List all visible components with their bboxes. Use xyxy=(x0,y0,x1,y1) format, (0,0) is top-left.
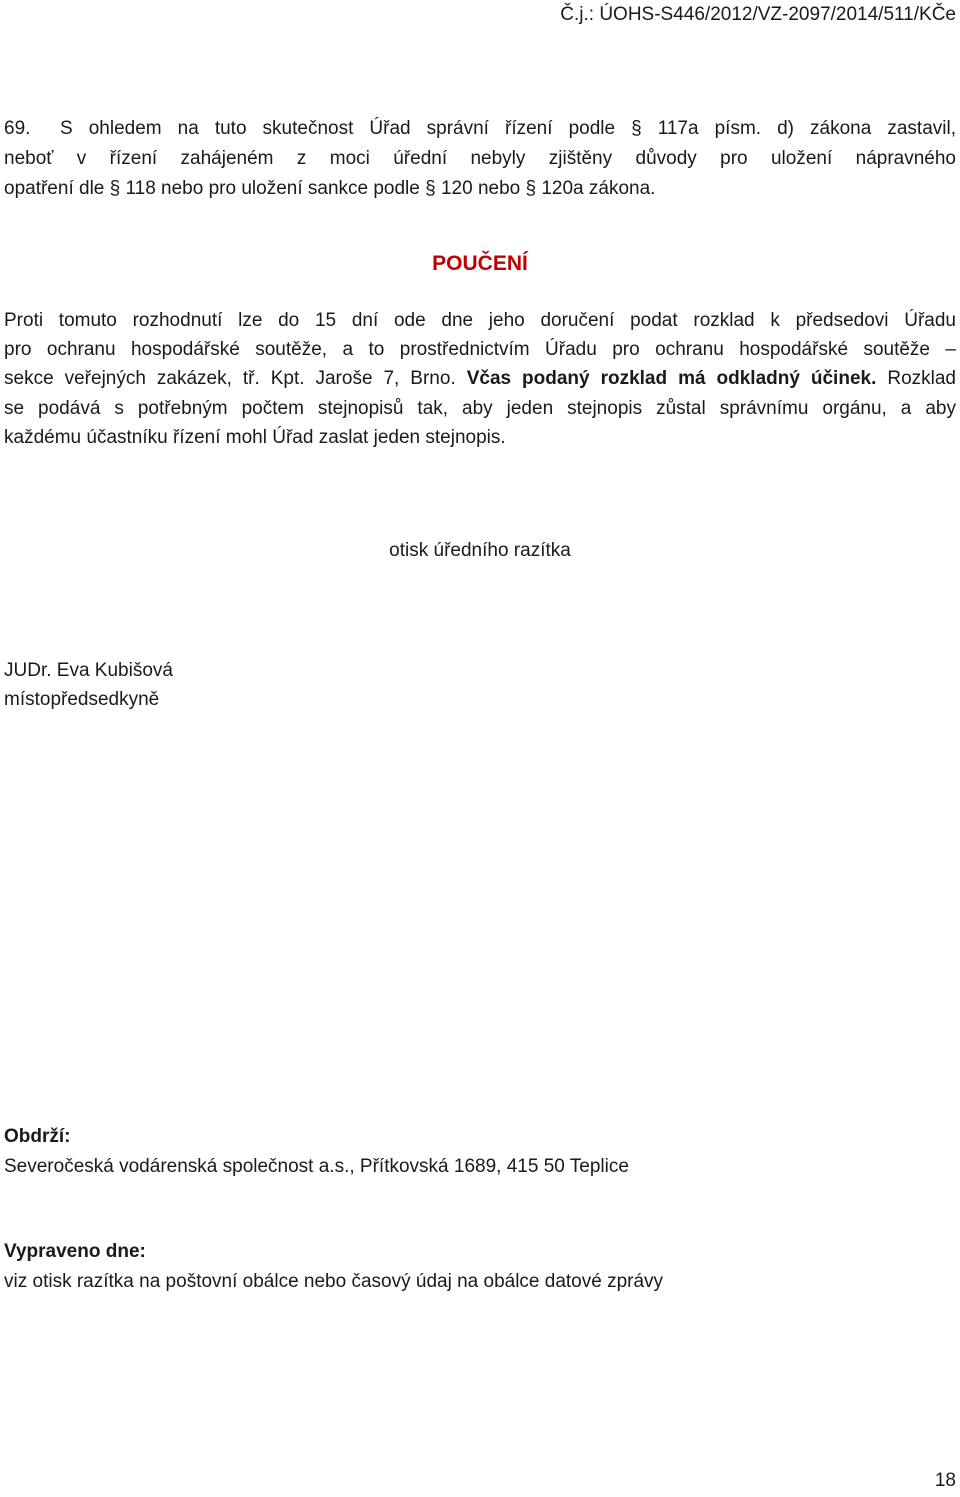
signatory-block xyxy=(4,656,173,714)
paragraph-69 xyxy=(4,114,956,204)
dispatch-label: Vypraveno dne: xyxy=(4,1241,146,1262)
section-title: POUČENÍ xyxy=(432,252,528,275)
dispatch-block xyxy=(4,1237,663,1297)
suspensive-effect-note: Včas podaný rozklad má odkladný účinek. xyxy=(466,368,877,390)
instruction-line-5: každému účastníku řízení mohl Úřad zaslat jeden stejnopis. xyxy=(4,426,506,448)
signatory-position: místopředsedkyně xyxy=(4,689,160,710)
instruction-line-2: pro ochranu hospodářské soutěže, a to prostřednictvím Úřadu pro ochranu hospodářské soutěže – xyxy=(4,339,956,361)
paragraph-number: 69. xyxy=(4,118,31,139)
reference-number: Č.j.: ÚOHS-S446/2012/VZ-2097/2014/511/KČe xyxy=(560,4,956,25)
appeal-instructions xyxy=(4,306,956,452)
paragraph-69-line-2: neboť v řízení zahájeném z moci úřední nebyly zjištěny důvody pro uložení nápravného xyxy=(4,148,956,169)
recipient-entry: Severočeská vodárenská společnost a.s., Přítkovská 1689, 415 50 Teplice xyxy=(4,1156,629,1177)
instruction-line-3: sekce veřejných zakázek, tř. Kpt. Jaroše 7, Brno. Včas podaný rozklad má odkladný účinek. Rozklad xyxy=(4,368,956,390)
stamp-placeholder: otisk úředního razítka xyxy=(389,540,571,561)
recipients-label: Obdrží: xyxy=(4,1126,71,1147)
instruction-line-4: se podává s potřebným počtem stejnopisů tak, aby jeden stejnopis zůstal správnímu orgánu, a aby xyxy=(4,397,956,419)
paragraph-69-line-3: opatření dle § 118 nebo pro uložení sankce podle § 120 nebo § 120a zákona. xyxy=(4,178,656,199)
instruction-line-1: Proti tomuto rozhodnutí lze do 15 dní ode dne jeho doručení podat rozklad k předsedovi Úřadu xyxy=(4,310,956,331)
signatory-name: JUDr. Eva Kubišová xyxy=(4,660,173,681)
recipients-block xyxy=(4,1122,629,1182)
paragraph-69-line-1: 69. S ohledem na tuto skutečnost Úřad správní řízení podle § 117a písm. d) zákona zastavil, xyxy=(4,114,956,144)
dispatch-text: viz otisk razítka na poštovní obálce nebo časový údaj na obálce datové zprávy xyxy=(4,1271,664,1292)
page-number: 18 xyxy=(934,1470,956,1491)
